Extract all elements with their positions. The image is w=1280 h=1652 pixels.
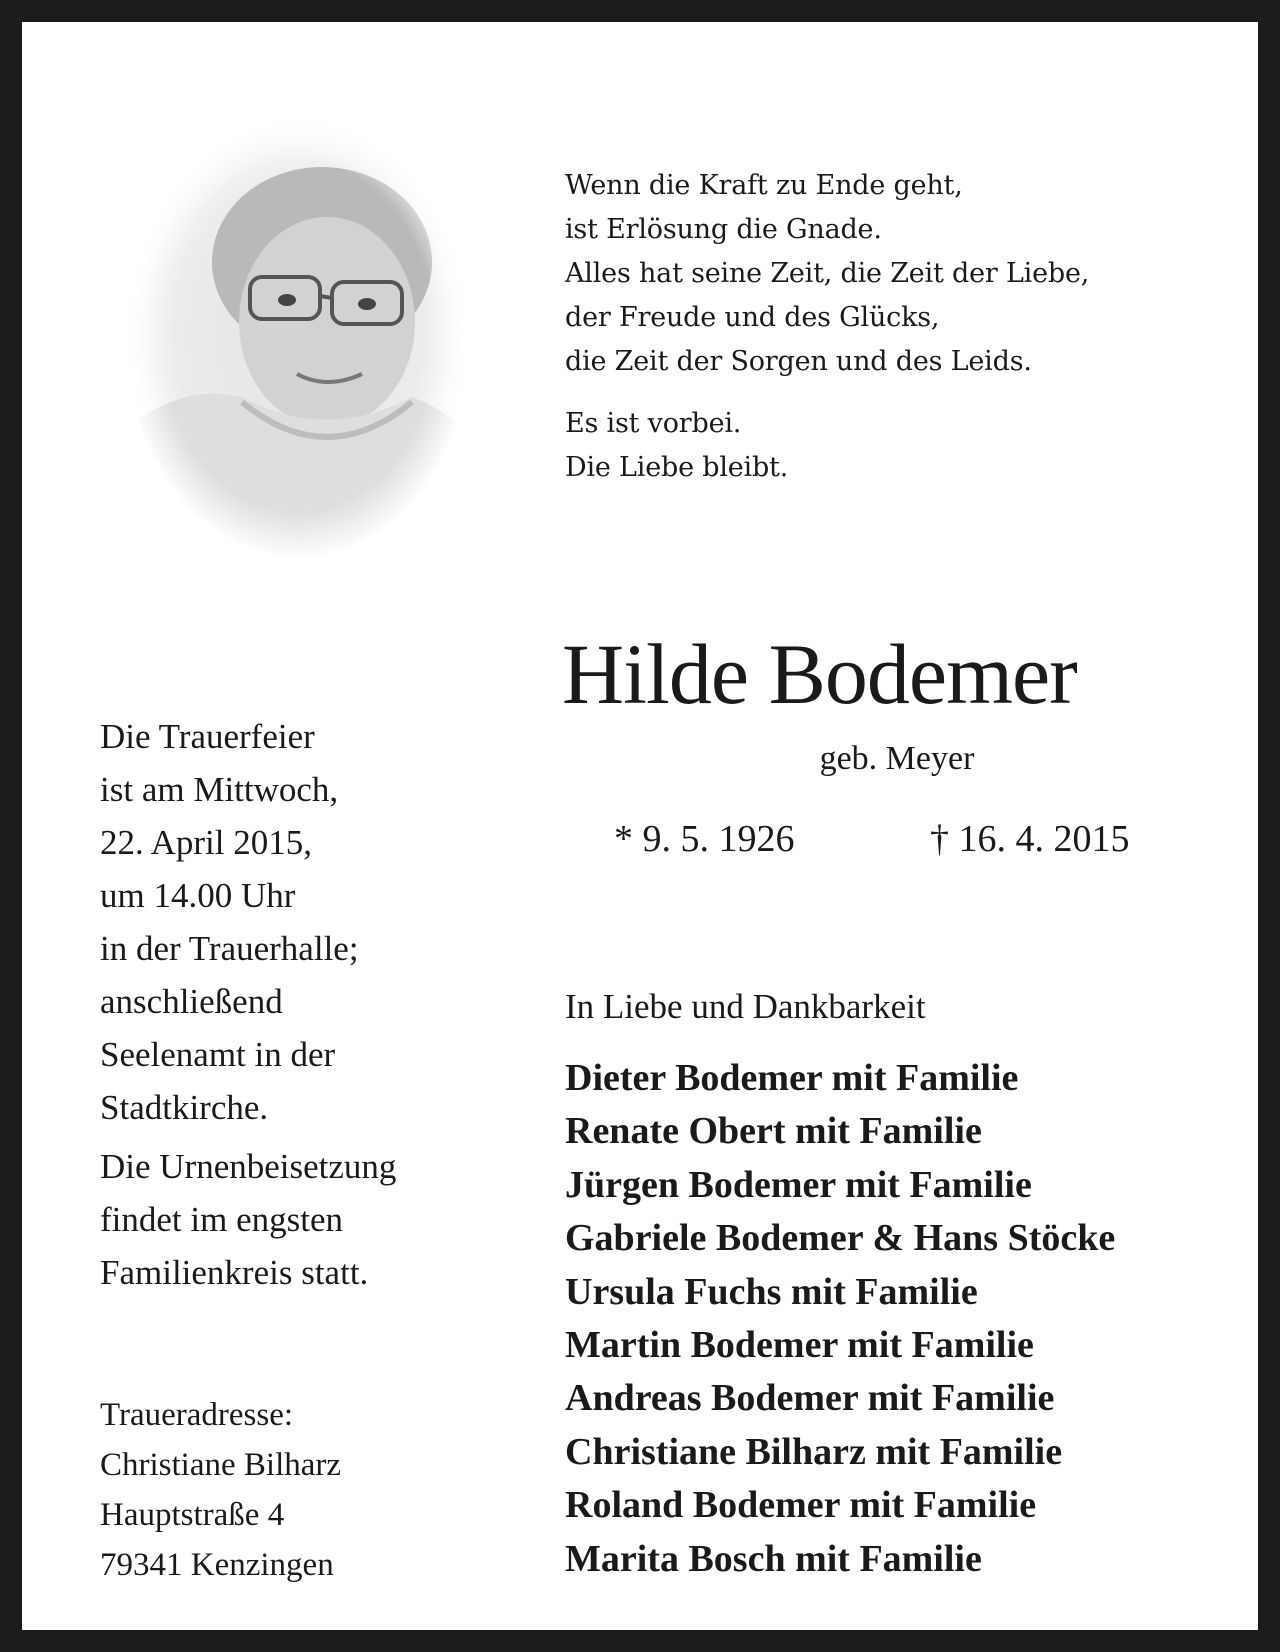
poem-stanza-2 [565, 402, 1089, 490]
funeral-service-info [100, 710, 396, 1299]
family-list [565, 1052, 1115, 1586]
family-member: Ursula Fuchs mit Familie [565, 1270, 978, 1313]
poem-line: Wenn die Kraft zu Ende geht, [565, 170, 963, 201]
family-member: Roland Bodemer mit Familie [565, 1484, 1037, 1527]
service-line: 22. April 2015, [100, 823, 312, 862]
service-line: um 14.00 Uhr [100, 876, 296, 915]
family-member: Marita Bosch mit Familie [565, 1537, 982, 1580]
poem-line: Es ist vorbei. [565, 408, 742, 439]
poem-line: ist Erlösung die Gnade. [565, 214, 882, 245]
urn-burial-info [100, 1140, 396, 1299]
address-line: Christiane Bilharz [100, 1447, 342, 1483]
poem-line: Die Liebe bleibt. [565, 452, 789, 483]
death-date: † 16. 4. 2015 [930, 818, 1130, 860]
address-line: 79341 Kenzingen [100, 1547, 334, 1583]
urn-line: Familienkreis statt. [100, 1253, 369, 1292]
thanks-line: In Liebe und Dankbarkeit [565, 987, 926, 1026]
portrait-photo [122, 112, 474, 560]
family-member: Dieter Bodemer mit Familie [565, 1057, 1019, 1099]
maiden-name: geb. Meyer [819, 740, 975, 777]
service-line: Stadtkirche. [100, 1088, 269, 1127]
birth-date: * 9. 5. 1926 [614, 818, 795, 860]
family-member: Andreas Bodemer mit Familie [565, 1377, 1055, 1420]
family-member: Gabriele Bodemer & Hans Stöcke [565, 1217, 1116, 1260]
address-line: Traueradresse: [100, 1397, 294, 1433]
service-line: Seelenamt in der [100, 1035, 336, 1074]
service-line: Die Trauerfeier [100, 717, 315, 756]
poem-line: die Zeit der Sorgen und des Leids. [565, 346, 1032, 377]
service-line: in der Trauerhalle; [100, 929, 359, 968]
poem [565, 164, 1089, 490]
urn-line: findet im engsten [100, 1200, 344, 1239]
mourning-address [100, 1390, 341, 1590]
poem-stanza-1 [565, 164, 1089, 384]
family-member: Jürgen Bodemer mit Familie [565, 1163, 1032, 1206]
service-line: ist am Mittwoch, [100, 770, 339, 809]
family-member: Christiane Bilharz mit Familie [565, 1430, 1063, 1473]
deceased-name: Hilde Bodemer [562, 626, 1077, 722]
address-line: Hauptstraße 4 [100, 1497, 285, 1533]
poem-line: Alles hat seine Zeit, die Zeit der Liebe, [565, 258, 1090, 289]
service-line: anschließend [100, 982, 283, 1021]
urn-line: Die Urnenbeisetzung [100, 1147, 397, 1186]
family-member: Renate Obert mit Familie [565, 1110, 982, 1153]
poem-line: der Freude und des Glücks, [565, 302, 940, 333]
family-member: Martin Bodemer mit Familie [565, 1324, 1034, 1367]
